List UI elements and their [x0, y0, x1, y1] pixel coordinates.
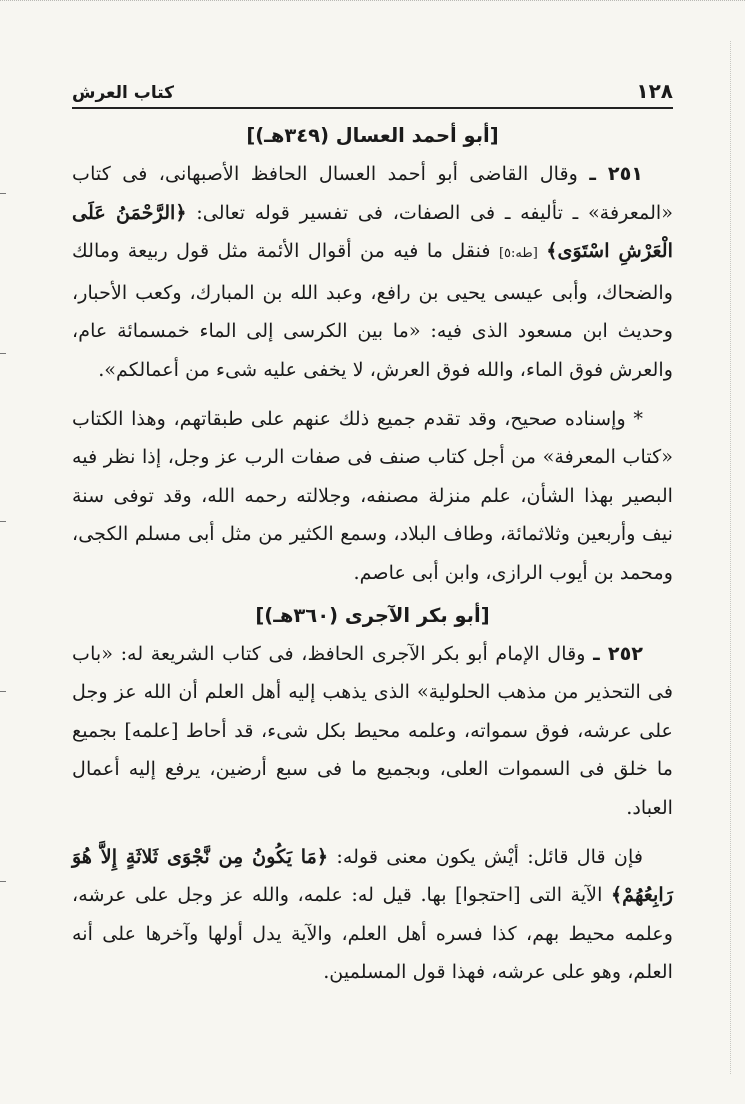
running-header [72, 77, 673, 103]
margin-mark [0, 881, 6, 882]
book-title: كتاب العرش [72, 83, 175, 103]
header-rule [72, 107, 673, 109]
paragraph-251 [72, 155, 673, 390]
page-number: ١٢٨ [636, 79, 673, 103]
paragraph-commentary [72, 400, 673, 593]
margin-mark [0, 353, 6, 354]
margin-mark [0, 193, 6, 194]
quran-verse: ﴿مَا يَكُونُ مِن نَّجْوَى ثَلاثَةٍ إِلاَّ هُوَ رَابِعُهُمْ﴾ [72, 844, 673, 907]
section-heading-al-assal: [أبو أحمد العسال (٣٤٩هـ)] [246, 124, 499, 147]
verse-reference: [طه:٥] [498, 246, 538, 262]
paragraph-text: وقال القاضى أبو أحمد العسال الحافظ الأصبهانى، فى كتاب «المعرفة» ـ تأليفه ـ فى الصفات، فى تفسير قوله تعالى: [72, 162, 673, 224]
paragraph-text: فإن قال قائل: أيْش يكون معنى قوله: [328, 844, 643, 868]
margin-mark [0, 691, 6, 692]
paragraph-text [538, 239, 546, 262]
paragraph-text: فنقل ما فيه من أقوال الأئمة مثل قول ربيعة ومالك والضحاك، وأبى عيسى يحيى بن رافع، وعبد الله بن المبارك، وكعب الأحبار، وحديث ابن مسعود الذى فيه: «ما بين الكرسى إلى الماء خمسمائة عام، والعرش فوق الماء، والله فوق العرش، لا يخفى عليه شىء من أعمالكم». [72, 239, 673, 381]
paragraph-number: ٢٥٢ ـ [593, 641, 643, 665]
margin-mark [0, 521, 6, 522]
paragraph-text: وقال الإمام أبو بكر الآجرى الحافظ، فى كتاب الشريعة له: «باب فى التحذير من مذهب الحلولية» الذى يذهب إليه أهل العلم أن الله عز وجل على عرشه، فوق سمواته، وعلمه محيط بكل شىء، قد أحاط [علمه] بجميع ما خلق فى السموات العلى، وبجميع ما فى سبع أرضين، يرفع إليه أعمال العباد. [72, 641, 673, 819]
scan-edge [729, 41, 731, 1074]
paragraph-252 [72, 635, 673, 828]
paragraph-question [72, 838, 673, 992]
paragraph-text: وإسناده صحيح، وقد تقدم جميع ذلك عنهم على طبقاتهم، وهذا الكتاب «كتاب المعرفة» من أجل كتاب صنف فى صفات الرب عز وجل، إذا نظر فيه البصير بهذا الشأن، علم منزلة مصنفه، وجلالته رحمه الله، وقد توفى سنة نيف وأربعين وثلاثمائة، وطاف البلاد، وسمع الكثير من مثل أبى مسلم الكجى، ومحمد بن أيوب الرازى، وابن أبى عاصم. [72, 406, 673, 584]
asterisk-marker: * [633, 406, 643, 430]
page-body [72, 117, 673, 992]
quran-verse: ﴿الرَّحْمَنُ عَلَى الْعَرْشِ اسْتَوَى﴾ [72, 200, 673, 263]
paragraph-text: الآية التى [احتجوا] بها. قيل له: علمه، والله عز وجل على عرشه، وعلمه محيط بهم، كذا فسره أهل العلم، والآية يدل أولها وآخرها على أنه العلم، وهو على عرشه، فهذا قول المسلمين. [72, 883, 673, 984]
paragraph-number: ٢٥١ ـ [589, 162, 643, 185]
section-heading-al-ajurri: [أبو بكر الآجرى (٣٦٠هـ)] [255, 603, 490, 627]
